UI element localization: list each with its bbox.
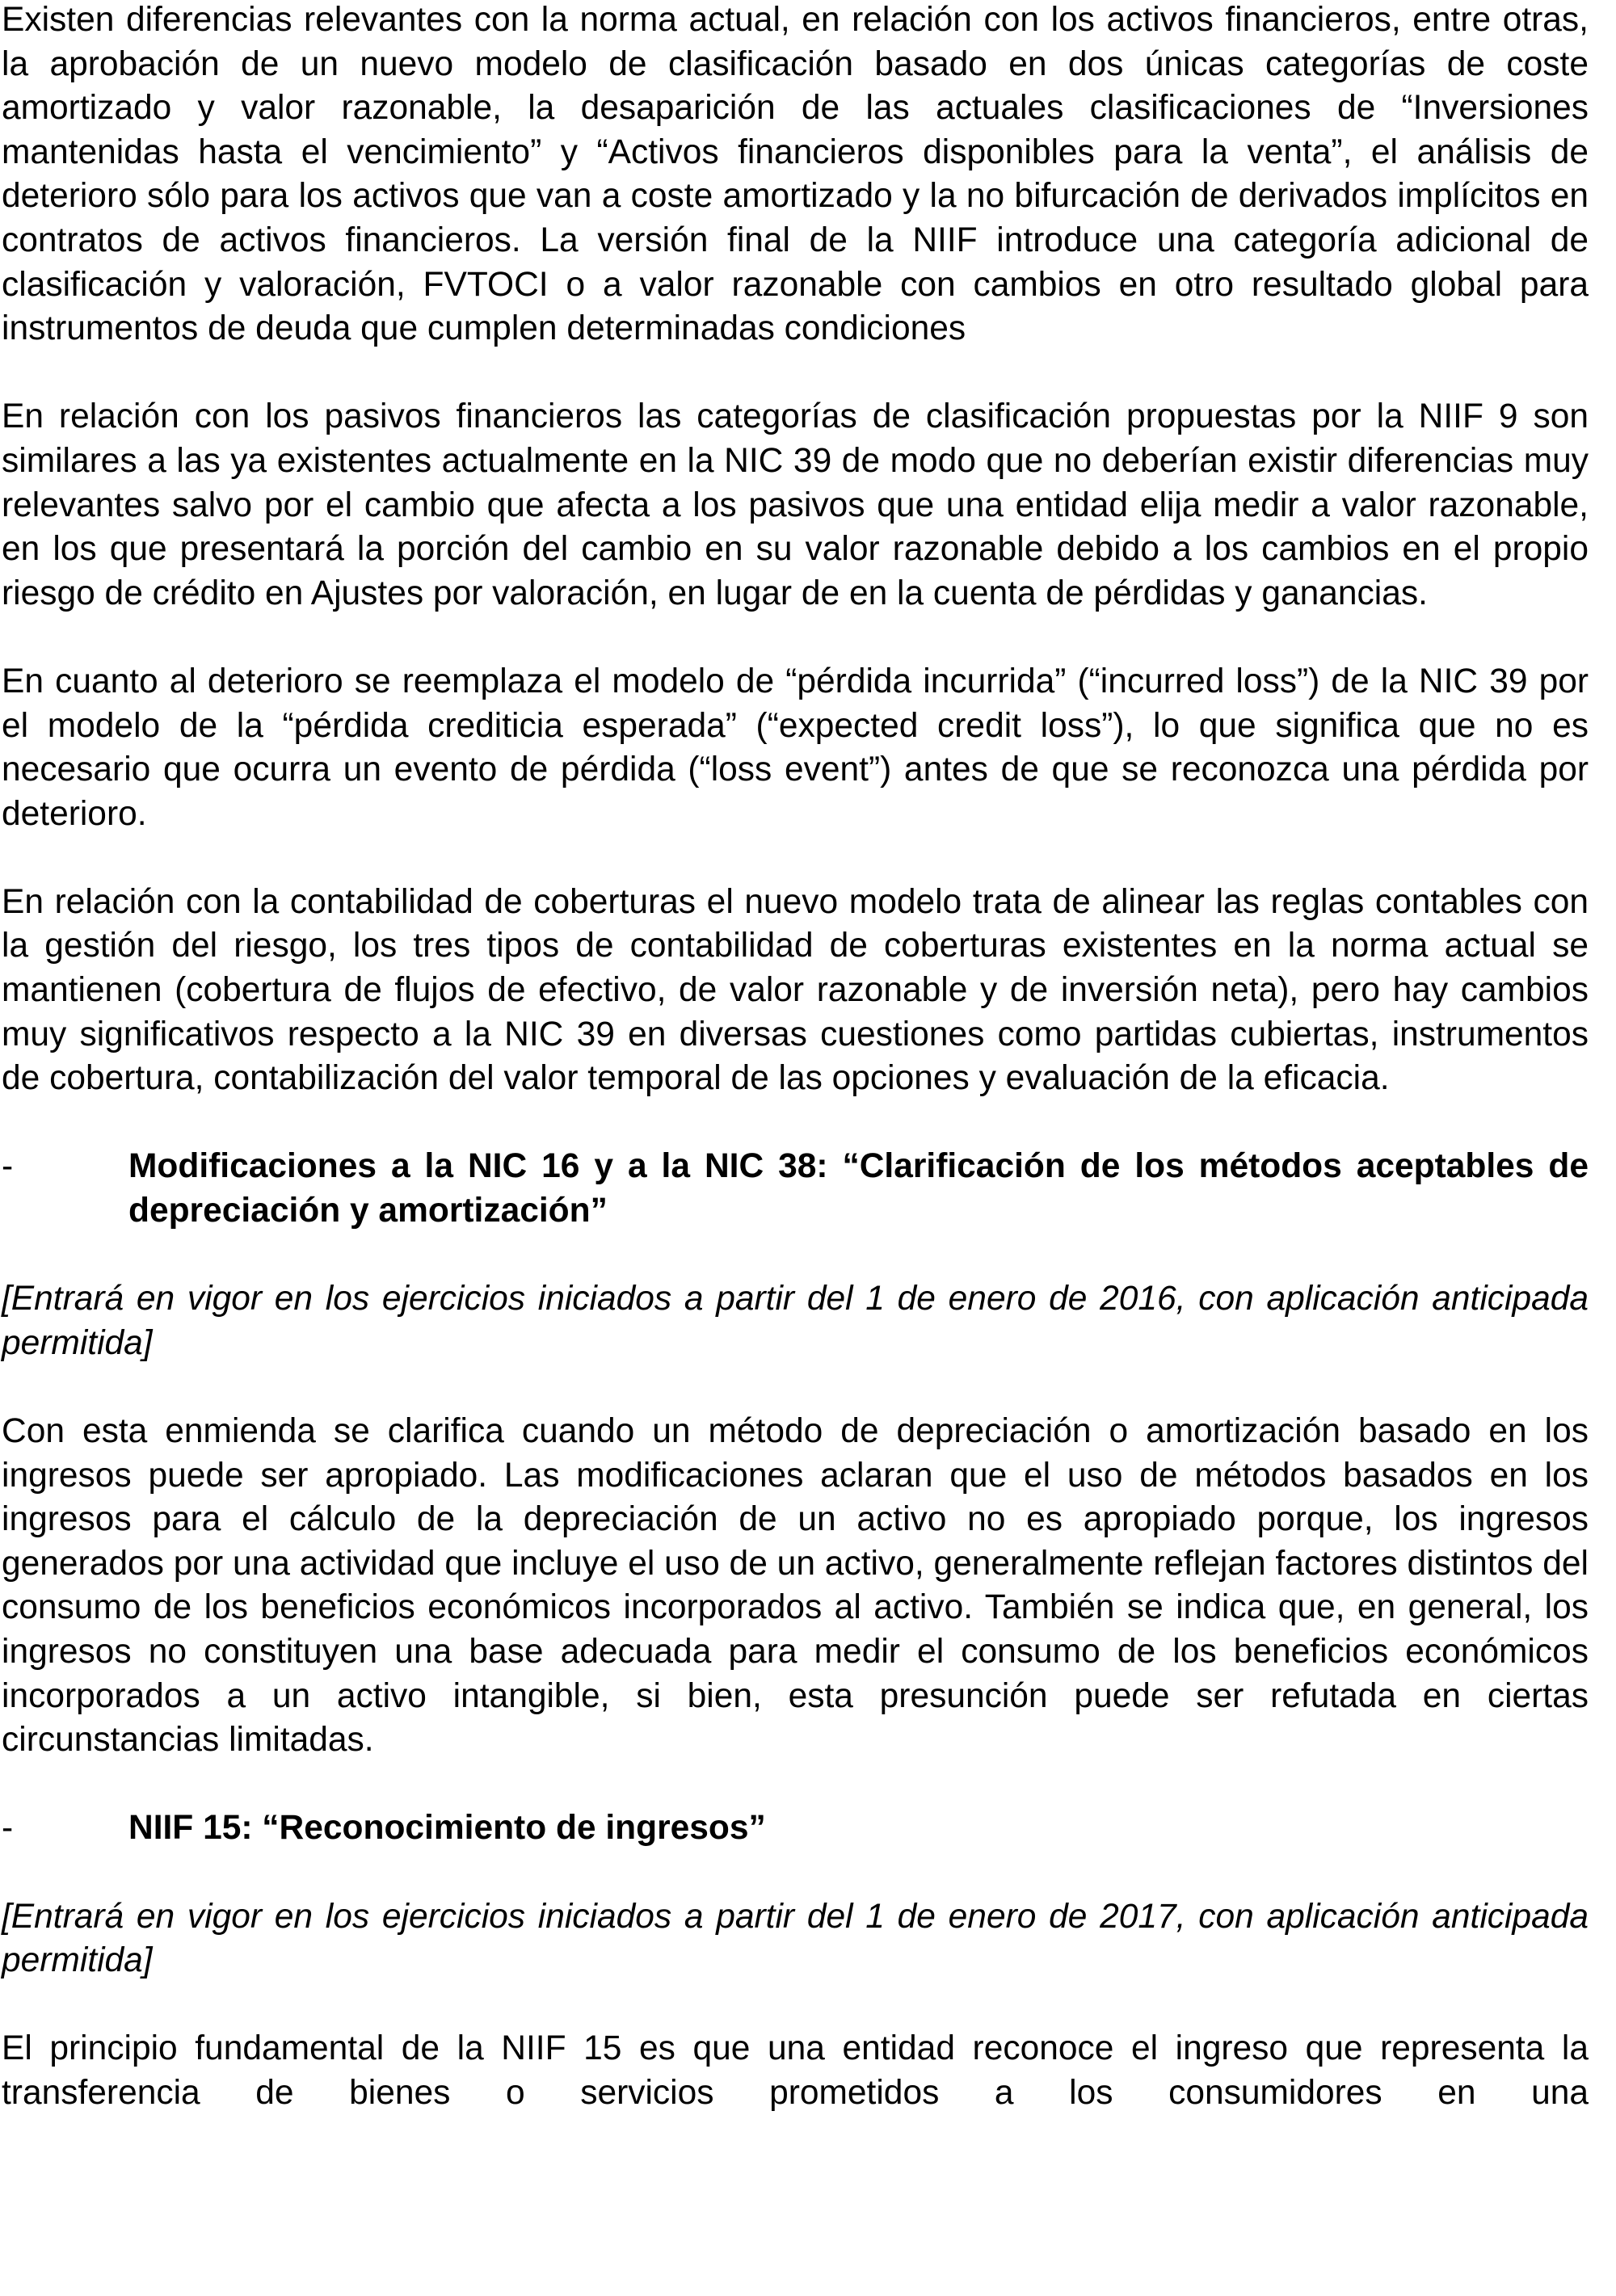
list-dash: -: [2, 1147, 14, 1186]
section-heading-niif15: [2, 1806, 1589, 1851]
paragraph-financial-liabilities: En relación con los pasivos financieros las categorías de clasificación propuestas por la NIIF 9 son similares a las ya existentes actualmente en la NIC 39 de modo que no deberían existir diferencias muy relevantes salvo por el cambio que afecta a los pasivos que una entidad elija medir a valor razonable, en los que presentará la porción del cambio en su valor razonable debido a los cambios en el propio riesgo de crédito en Ajustes por valoración, en lugar de en la cuenta de pérdidas y ganancias.: [2, 397, 1589, 612]
section-heading-nic16-nic38: [2, 1145, 1589, 1233]
list-dash: -: [2, 1809, 14, 1848]
effective-date-note-nic16: [Entrará en vigor en los ejercicios iniciados a partir del 1 de enero de 2016, con aplicación anticipada permitida]: [2, 1280, 1589, 1362]
paragraph-nic16-body: Con esta enmienda se clarifica cuando un método de depreciación o amortización basado en los ingresos puede ser apropiado. Las modificaciones aclaran que el uso de métodos basados en los ingresos para el cálculo de la depreciación de un activo no es apropiado porque, los ingresos generados por una actividad que incluye el uso de un activo, generalmente reflejan factores distintos del consumo de los beneficios económicos incorporados al activo. También se indica que, en general, los ingresos no constituyen una base adecuada para medir el consumo de los beneficios económicos incorporados a un activo intangible, si bien, esta presunción puede ser refutada en ciertas circunstancias limitadas.: [2, 1412, 1589, 1760]
effective-date-note-niif15: [Entrará en vigor en los ejercicios iniciados a partir del 1 de enero de 2017, con aplicación anticipada permitida]: [2, 1897, 1589, 1980]
paragraph-hedge-accounting: En relación con la contabilidad de coberturas el nuevo modelo trata de alinear las reglas contables con la gestión del riesgo, los tres tipos de contabilidad de coberturas existentes en la norma actual se mantienen (cobertura de flujos de efectivo, de valor razonable y de inversión neta), pero hay cambios muy significativos respecto a la NIC 39 en diversas cuestiones como partidas cubiertas, instrumentos de cobertura, contabilización del valor temporal de las opciones y evaluación de la eficacia.: [2, 882, 1589, 1098]
section-title-niif15: NIIF 15: “Reconocimiento de ingresos”: [128, 1809, 766, 1848]
paragraph-niif15-body: El principio fundamental de la NIIF 15 es que una entidad reconoce el ingreso que representa la transferencia de bienes o servicios prometidos a los consumidores en una: [2, 2029, 1589, 2112]
section-title-nic16-nic38: Modificaciones a la NIC 16 y a la NIC 38: “Clarificación de los métodos aceptables de depreciación y amortización”: [128, 1147, 1589, 1230]
paragraph-impairment: En cuanto al deterioro se reemplaza el modelo de “pérdida incurrida” (“incurred loss”) de la NIC 39 por el modelo de la “pérdida crediticia esperada” (“expected credit loss”), lo que significa que no es necesario que ocurra un evento de pérdida (“loss event”) antes de que se reconozca una pérdida por deterioro.: [2, 662, 1589, 833]
paragraph-financial-assets: Existen diferencias relevantes con la norma actual, en relación con los activos financieros, entre otras, la aprobación de un nuevo modelo de clasificación basado en dos únicas categorías de coste amortizado y valor razonable, la desaparición de las actuales clasificaciones de “Inversiones mantenidas hasta el vencimiento” y “Activos financieros disponibles para la venta”, el análisis de deterioro sólo para los activos que van a coste amortizado y la no bifurcación de derivados implícitos en contratos de activos financieros. La versión final de la NIIF introduce una categoría adicional de clasificación y valoración, FVTOCI o a valor razonable con cambios en otro resultado global para instrumentos de deuda que cumplen determinadas condiciones: [2, 1, 1589, 348]
